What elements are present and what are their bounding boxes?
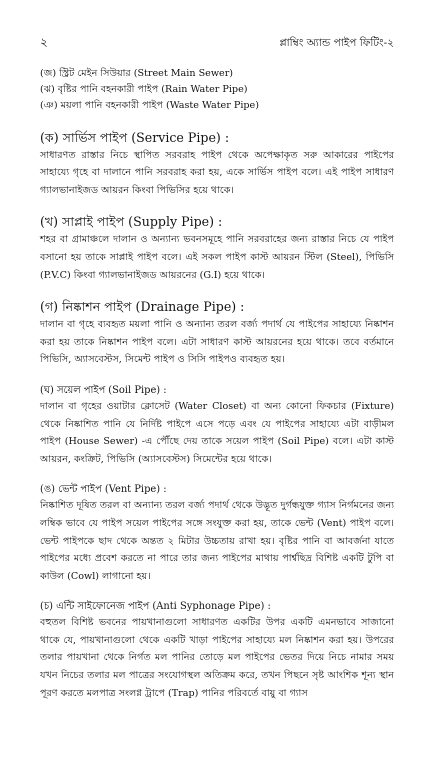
section-anti-syphonage-pipe xyxy=(40,599,394,702)
section-body: বহুতল বিশিষ্ট ভবনের পায়খানাগুলো সাধারণত একটির উপর একটি এমনভাবে সাজানো থাকে যে, পায়খানাগুলো থেকে একটি খাড়া পাইপের সাহায্যে মল নিষ্কাশন করা হয়। উপরের তলার পায়খানা থেকে নির্গত মল পানির তোড়ে মল পাইপের ভেতর দিয়ে নিচে নামার সময় যখন নিচের তলার মল পাত্রের সংযোগস্থল অতিক্রম করে, তখন পিছনে সৃষ্ট আংশিক শূন্য স্থান পূরণ করতে মলপাত্র সংলগ্ন ট্রাপে (Trap) পানির পরিবর্তে বায়ু বা গ্যাস xyxy=(40,617,394,699)
section-drainage-pipe xyxy=(40,298,394,369)
section-vent-pipe xyxy=(40,482,394,585)
section-soil-pipe xyxy=(40,383,394,468)
section-heading: (গ) নিষ্কাশন পাইপ (Drainage Pipe) : xyxy=(40,299,245,315)
section-body: দালান বা গৃহের ওয়াটার ক্লোসেট (Water Closet) বা অন্য কোনো ফিকচার (Fixture) থেকে নিষ্কাশিত পানি যে নির্দিষ্ট পাইপে এসে পড়ে এবং যে পাইপের সাহায্যে এটা বাড়ীমল পাইপ (House Sewer) -এ পৌঁছে দেয় তাকে সয়েল পাইপ (Soil Pipe) বলে। এটা কাস্ট আয়রন, কংক্রিট, পিভিসি (অ্যাসবেস্টস) সিমেন্টের হয়ে থাকে। xyxy=(40,400,394,465)
section-heading: (চ) এন্টি সাইফোনেজ পাইপ (Anti Syphonage Pipe) : xyxy=(40,601,271,613)
section-heading: (ক) সার্ভিস পাইপ (Service Pipe) : xyxy=(40,129,230,145)
section-heading: (ঙ) ভেন্ট পাইপ (Vent Pipe) : xyxy=(40,484,167,496)
list-item: (জ) স্ট্রিট মেইন সিউয়ার (Street Main Sewer) xyxy=(40,68,234,79)
section-body: দালান বা গৃহে ব্যবহৃত ময়লা পানি ও অন্যান্য তরল বর্জ্য পদার্থ যে পাইপের সাহায্যে নিষ্কাশন করা হয় তাকে নিষ্কাশন পাইপ বলে। এটা সাধারণ কাস্ট আয়রনের হয়ে থাকে। তবে বর্তমানে পিভিসি, অ্যাসবেস্টস, সিমেন্ট পাইপ ও সিসি পাইপও ব্যবহৃত হয়। xyxy=(40,319,394,366)
section-body: সাধারণত রাস্তার নিচে স্থাপিত সরবরাহ পাইপ থেকে অপেক্ষাকৃত সরু আকারের পাইপের সাহায্যে গৃহে বা দালানে পানি সরবরাহ করা হয়, একে সার্ভিস পাইপ বলে। এই পাইপ সাধারণ গ্যালভানাইজড আয়রন কিংবা পিভিসির হয়ে থাকে। xyxy=(40,149,394,196)
list-item: (ঝ) বৃষ্টির পানি বহনকারী পাইপ (Rain Water Pipe) xyxy=(40,84,248,96)
pipe-type-list xyxy=(40,66,394,115)
section-body: নিষ্কাশিত দূষিত তরল বা অন্যান্য তরল বর্জ্য পদার্থ থেকে উদ্ভূত দুর্গন্ধযুক্ত গ্যাস নির্গমনের জন্য লম্বিক ভাবে যে পাইপ সয়েল পাইপের সঙ্গে সংযুক্ত করা হয়, তাকে ভেন্ট (Vent) পাইপ বলে। ভেন্ট পাইপকে ছাদ থেকে অন্তত ২ মিটার উচ্চতায় রাখা হয়। বৃষ্টির পানি বা আবর্জনা যাতে পাইপের মধ্যে প্রবেশ করতে না পারে তার জন্য পাইপের মাথায় পার্শ্বছিদ্র বিশিষ্ট একটি টুপি বা কাউল (Cowl) লাগানো হয়। xyxy=(40,500,394,582)
section-service-pipe xyxy=(40,129,394,200)
page-number: ২ xyxy=(40,35,48,49)
list-item: (ঞ) ময়লা পানি বহনকারী পাইপ (Waste Water Pipe) xyxy=(40,100,259,112)
section-supply-pipe xyxy=(40,213,394,284)
section-body: শহর বা গ্রামাঞ্চলে দালান ও অন্যান্য ভবনসমূহে পানি সরবরাহের জন্য রাস্তার নিচে যে পাইপ বসানো হয় তাকে সাপ্লাই পাইপ বলে। এই সকল পাইপ কাস্ট আয়রন স্টিল (Steel), পিভিসি (P.V.C) কিংবা গ্যালভানাইজড আয়রনের (G.I) হয়ে থাকে। xyxy=(40,234,394,281)
page-header xyxy=(40,34,394,54)
running-title: প্লাম্বিং অ্যান্ড পাইপ ফিটিং-২ xyxy=(279,37,394,49)
section-heading: (ঘ) সয়েল পাইপ (Soil Pipe) : xyxy=(40,384,167,396)
section-heading: (খ) সাপ্লাই পাইপ (Supply Pipe) : xyxy=(40,214,223,230)
